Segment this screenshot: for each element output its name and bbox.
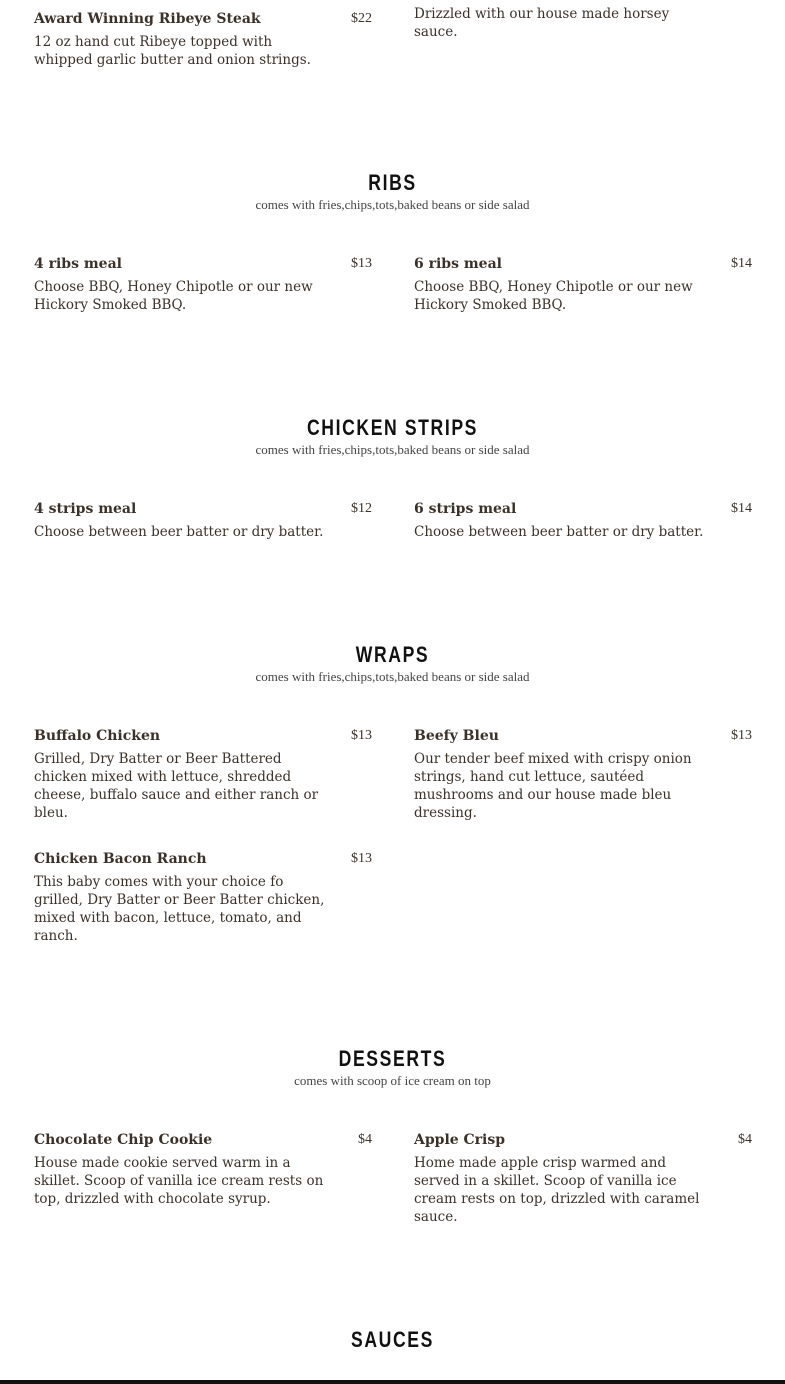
item-name: Beefy Bleu: [414, 728, 499, 744]
section-desserts: [0, 1046, 785, 1090]
section-subtitle: comes with fries,chips,tots,baked beans or side salad: [255, 197, 530, 212]
section-sauces: [0, 1327, 785, 1353]
item-price: $4: [738, 1132, 752, 1147]
item-name: Chocolate Chip Cookie: [34, 1132, 213, 1148]
item-price: $13: [351, 851, 372, 866]
item-price: $13: [351, 728, 372, 743]
item-description: Choose BBQ, Honey Chipotle or our new Hickory Smoked BBQ.: [414, 279, 693, 313]
item-name: 4 strips meal: [34, 501, 137, 517]
section-subtitle: comes with fries,chips,tots,baked beans or side salad: [255, 442, 530, 457]
item-name: 6 ribs meal: [414, 256, 502, 272]
section-title: WRAPS: [355, 642, 430, 667]
section-title: DESSERTS: [338, 1046, 447, 1071]
item-name: 4 ribs meal: [34, 256, 122, 272]
item-description: Grilled, Dry Batter or Beer Battered chicken mixed with lettuce, shredded cheese, buffalo sauce and either ranch or bleu.: [34, 751, 319, 821]
item-name: Chicken Bacon Ranch: [34, 851, 207, 867]
item-name: Buffalo Chicken: [34, 728, 161, 744]
section-subtitle: comes with scoop of ice cream on top: [294, 1073, 491, 1088]
section-ribs: [0, 170, 785, 214]
item-price: $12: [351, 501, 372, 516]
item-description: 12 oz hand cut Ribeye topped with whipped garlic butter and onion strings.: [34, 34, 311, 68]
section-title: CHICKEN STRIPS: [306, 415, 479, 440]
section-wraps: [0, 642, 785, 686]
item-price: $14: [731, 256, 752, 271]
item-description: This baby comes with your choice fo grilled, Dry Batter or Beer Batter chicken, mixed with bacon, lettuce, tomato, and ranch.: [34, 874, 325, 944]
section-title: SAUCES: [351, 1327, 434, 1352]
item-name: Award Winning Ribeye Steak: [34, 11, 261, 27]
section-subtitle: comes with fries,chips,tots,baked beans or side salad: [255, 669, 530, 684]
item-name: 6 strips meal: [414, 501, 517, 517]
section-title: RIBS: [368, 170, 417, 195]
section-chicken-strips: [0, 415, 785, 459]
item-description: Choose between beer batter or dry batter.: [34, 524, 324, 540]
bottom-divider: [0, 1380, 785, 1384]
item-description: Choose between beer batter or dry batter.: [414, 524, 704, 540]
item-description: Drizzled with our house made horsey sauce.: [414, 6, 670, 40]
item-price: $22: [351, 11, 372, 26]
item-name: Apple Crisp: [414, 1132, 506, 1148]
item-price: $4: [358, 1132, 372, 1147]
item-description: Our tender beef mixed with crispy onion strings, hand cut lettuce, sautéed mushrooms and our house made bleu dressing.: [414, 751, 692, 821]
item-description: Home made apple crisp warmed and served in a skillet. Scoop of vanilla ice cream rests on top, drizzled with caramel sauce.: [414, 1155, 700, 1225]
item-price: $13: [731, 728, 752, 743]
item-price: $14: [731, 501, 752, 516]
item-description: Choose BBQ, Honey Chipotle or our new Hickory Smoked BBQ.: [34, 279, 313, 313]
item-description: House made cookie served warm in a skillet. Scoop of vanilla ice cream rests on top, drizzled with chocolate syrup.: [34, 1155, 324, 1207]
item-price: $13: [351, 256, 372, 271]
